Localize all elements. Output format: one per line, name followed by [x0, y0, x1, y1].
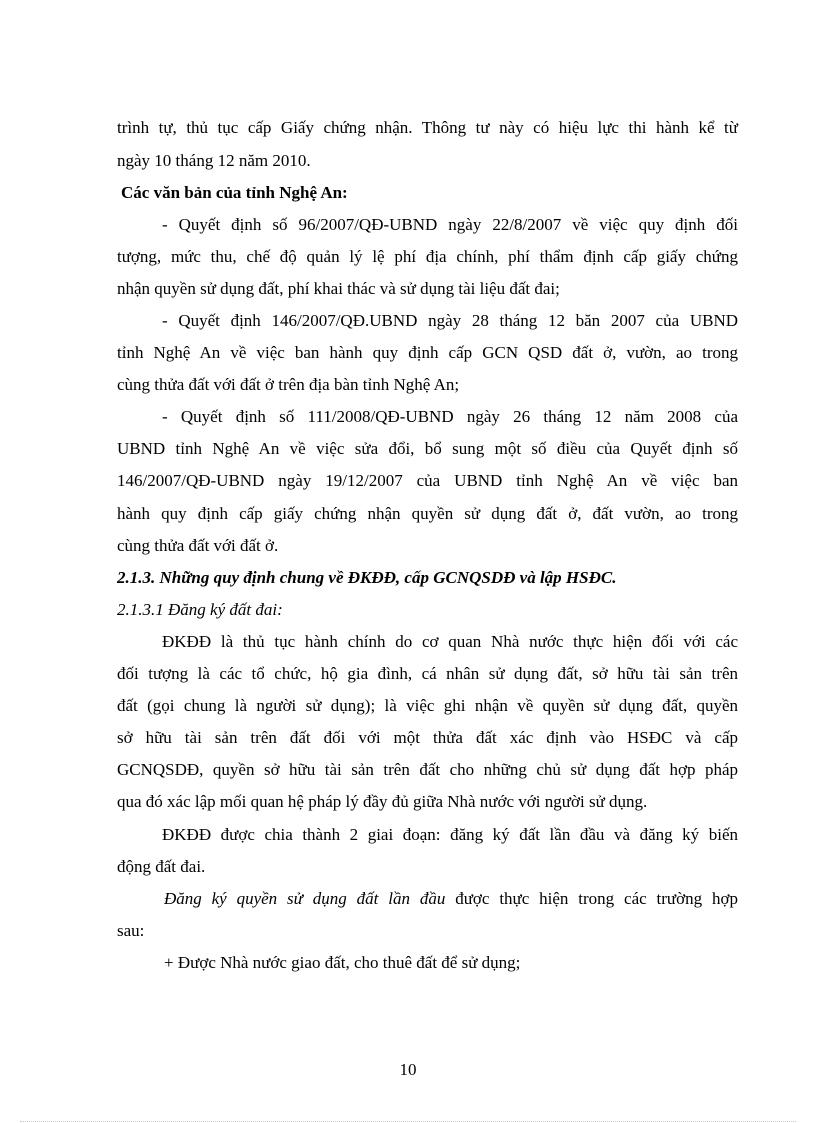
body-line: tượng, mức thu, chế độ quản lý lệ phí địa chính, phí thẩm định cấp giấy chứng [117, 247, 738, 266]
list-item: - Quyết định 146/2007/QĐ.UBND ngày 28 tháng 12 băn 2007 của UBND [162, 311, 738, 330]
body-line: trình tự, thủ tục cấp Giấy chứng nhận. Thông tư này có hiệu lực thi hành kể từ [117, 118, 738, 137]
list-item: - Quyết định số 96/2007/QĐ-UBND ngày 22/8/2007 về việc quy định đối [162, 215, 738, 234]
body-line: đối tượng là các tổ chức, hộ gia đình, cá nhân sử dụng đất, sở hữu tài sản trên [117, 664, 738, 683]
italic-term: Đăng ký quyền sử dụng đất lần đầu [164, 889, 446, 908]
body-line: UBND tỉnh Nghệ An về việc sửa đổi, bổ sung một số điều của Quyết định số [117, 439, 738, 458]
list-item: + Được Nhà nước giao đất, cho thuê đất để sử dụng; [164, 953, 521, 972]
body-line: GCNQSDĐ, quyền sở hữu tài sản trên đất cho những chủ sử dụng đất hợp pháp [117, 760, 738, 779]
section-heading-nghe-an: Các văn bản của tỉnh Nghệ An: [121, 183, 348, 202]
body-line: sở hữu tài sản trên đất đối với một thửa đất xác định vào HSĐC và cấp [117, 728, 738, 747]
page-number: 10 [399, 1060, 417, 1079]
page-bottom-divider [20, 1121, 796, 1122]
section-heading-2-1-3: 2.1.3. Những quy định chung về ĐKĐĐ, cấp GCNQSDĐ và lập HSĐC. [117, 568, 617, 587]
list-item: - Quyết định số 111/2008/QĐ-UBND ngày 26 tháng 12 năm 2008 của [162, 407, 738, 426]
body-line: qua đó xác lập mối quan hệ pháp lý đầy đủ giữa Nhà nước với người sử dụng. [117, 792, 648, 811]
body-line: động đất đai. [117, 857, 206, 876]
paragraph-line: ĐKĐĐ được chia thành 2 giai đoạn: đăng ký đất lần đầu và đăng ký biến [162, 825, 738, 844]
body-line: ngày 10 tháng 12 năm 2010. [117, 151, 311, 170]
body-line: cùng thửa đất với đất ở. [117, 536, 279, 555]
body-line: 146/2007/QĐ-UBND ngày 19/12/2007 của UBND tỉnh Nghệ An về việc ban [117, 471, 738, 490]
body-line: tỉnh Nghệ An về việc ban hành quy định cấp GCN QSD đất ở, vườn, ao trong [117, 343, 738, 362]
body-line: sau: [117, 921, 145, 940]
body-line: nhận quyền sử dụng đất, phí khai thác và sử dụng tài liệu đất đai; [117, 279, 560, 298]
body-line: cùng thửa đất với đất ở trên địa bàn tỉnh Nghệ An; [117, 375, 460, 394]
body-line: đất (gọi chung là người sử dụng); là việc ghi nhận về quyền sử dụng đất, quyền [117, 696, 738, 715]
subsection-heading-2-1-3-1: 2.1.3.1 Đăng ký đất đai: [117, 600, 283, 619]
body-text: được thực hiện trong các trường hợp [445, 889, 738, 908]
paragraph-line [164, 888, 738, 910]
paragraph-line: ĐKĐĐ là thủ tục hành chính do cơ quan Nhà nước thực hiện đối với các [162, 632, 738, 651]
body-line: hành quy định cấp giấy chứng nhận quyền sử dụng đất ở, đất vườn, ao trong [117, 504, 738, 523]
